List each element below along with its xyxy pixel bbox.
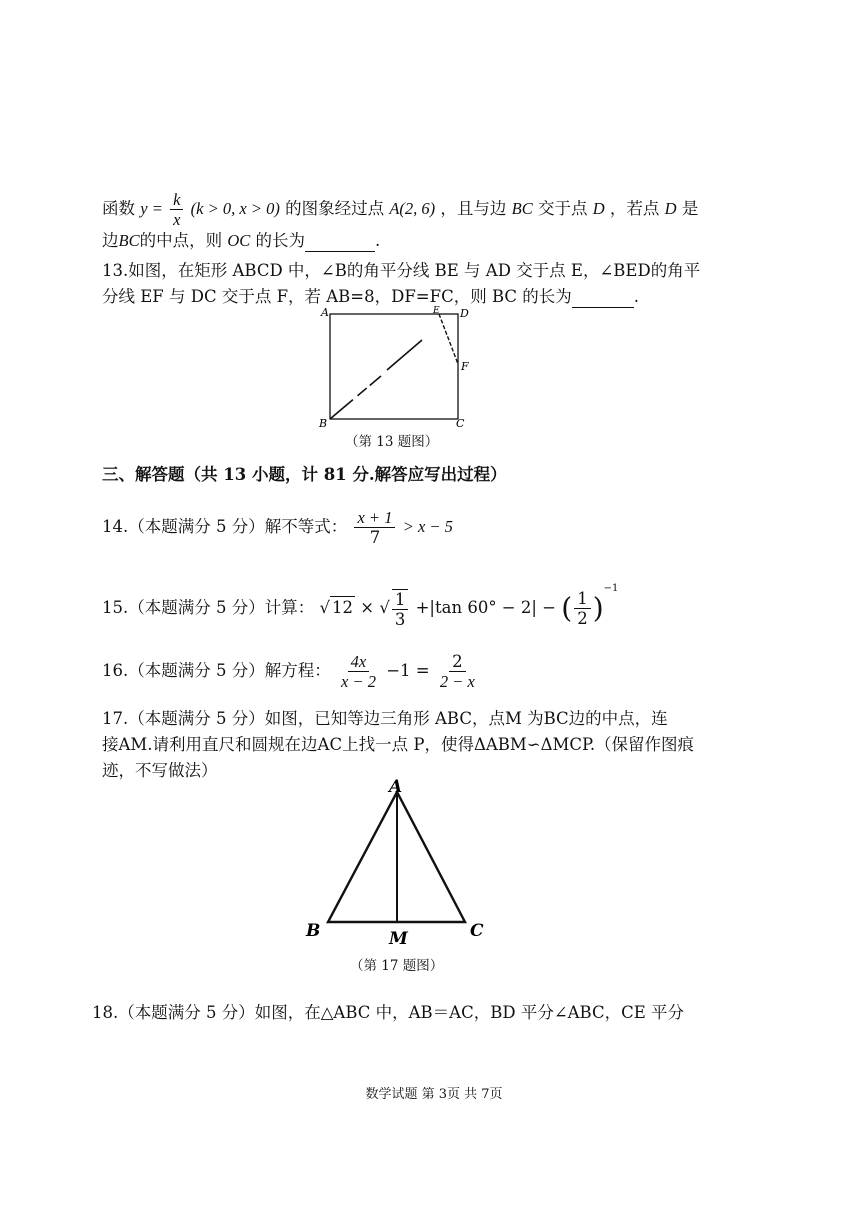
text: 函数 (102, 199, 135, 218)
frac-num: 2 (449, 652, 466, 672)
label-c: C (470, 921, 484, 941)
label-m: M (389, 929, 408, 949)
text: 边 (102, 231, 119, 250)
text: 14.（本题满分 5 分）解不等式： (102, 517, 348, 536)
math: −1 = (386, 661, 430, 680)
frac-num: 1 (392, 590, 409, 610)
label-f: F (461, 360, 469, 373)
bisector-be (330, 376, 381, 419)
text: 是 (681, 199, 699, 218)
fraction-k-over-x (170, 190, 183, 229)
frac-num: x + 1 (354, 508, 395, 528)
frac-num: 4x (348, 652, 370, 672)
fraction (392, 589, 409, 629)
answer-blank[interactable] (572, 289, 634, 308)
frac-num: k (170, 190, 183, 210)
text: 的中点，则 (139, 231, 223, 250)
text: 分线 EF 与 DC 交于点 F，若 AB=8，DF=FC，则 BC 的长为 (102, 287, 572, 306)
q18-line1: 18.（本题满分 5 分）如图，在△ABC 中，AB＝AC，BD 平分∠ABC，CE 平分 (92, 1003, 685, 1022)
paren-close: ) (592, 591, 604, 625)
fraction (574, 589, 591, 628)
q15 (102, 578, 618, 629)
q17-caption: （第 17 题图） (350, 958, 444, 974)
math-y: y = (140, 199, 163, 218)
q13-figure (315, 304, 480, 432)
label-d: D (460, 307, 469, 320)
math-d: D (664, 199, 677, 218)
sqrt-icon: √ (379, 598, 390, 617)
frac-den: x (173, 210, 181, 229)
operator: × (360, 598, 375, 617)
q13-line1: 13.如图，在矩形 ABCD 中，∠B的角平分线 BE 与 AD 交于点 E，∠BED的角平 (102, 261, 701, 280)
text: 交于点 (538, 199, 588, 218)
math-point-a: A(2, 6) (389, 199, 436, 218)
label-c: C (456, 417, 465, 430)
frac-den: 2 (577, 609, 588, 628)
q16 (102, 652, 480, 691)
q17-line3: 迹，不写做法） (102, 761, 218, 780)
text: ，若点 (609, 199, 660, 218)
math-bc: BC (511, 199, 533, 218)
frac-den: 2 − x (439, 672, 475, 691)
label-e: E (433, 306, 440, 316)
answer-blank[interactable] (305, 233, 375, 252)
math-oc: OC (227, 231, 251, 250)
frac-den: 7 (369, 528, 381, 547)
exponent: −1 (603, 583, 619, 594)
sqrt-icon: √ (319, 598, 330, 617)
math: > x − 5 (402, 517, 453, 536)
fraction (437, 652, 478, 691)
fraction (354, 508, 395, 547)
q17-figure (300, 774, 500, 954)
text: 15.（本题满分 5 分）计算： (102, 598, 315, 617)
q12-line1 (102, 190, 698, 229)
bisector-ef (439, 314, 458, 364)
text: . (633, 287, 640, 306)
fraction (338, 652, 379, 691)
q12-line2 (102, 230, 380, 252)
math: +|tan 60° − 2| − (415, 598, 557, 617)
paren-open: ( (561, 591, 573, 625)
label-b: B (319, 417, 328, 430)
frac-num: 1 (574, 589, 591, 609)
page-footer: 数学试题 第 3页 共 7页 (365, 1087, 503, 1102)
bisector-be-2 (387, 340, 422, 370)
label-a: A (321, 306, 329, 319)
frac-den: x − 2 (340, 672, 376, 691)
section-heading: 三、解答题（共 13 小题，计 81 分.解答应写出过程） (102, 465, 507, 484)
q17-line2: 接AM.请利用直尺和圆规在边AC上找一点 P，使得ΔABM∽ΔMCP.（保留作图痕 (102, 735, 695, 754)
label-a: A (389, 777, 403, 797)
math-cond: (k > 0, x > 0) (190, 199, 280, 218)
label-b: B (306, 921, 321, 941)
text: . (375, 231, 381, 250)
text: ，且与边 (440, 199, 507, 218)
math-d: D (592, 199, 605, 218)
frac-den: 3 (394, 609, 406, 629)
q13-caption: （第 13 题图） (345, 434, 439, 450)
q17-line1: 17.（本题满分 5 分）如图，已知等边三角形 ABC，点M 为BC边的中点，连 (102, 709, 668, 728)
text: 的长为 (255, 231, 306, 250)
sqrt-content: 12 (332, 598, 353, 617)
q14 (102, 508, 453, 547)
text: 的图象经过点 (285, 199, 385, 218)
text: 16.（本题满分 5 分）解方程： (102, 661, 331, 680)
math-bc: BC (118, 231, 140, 250)
